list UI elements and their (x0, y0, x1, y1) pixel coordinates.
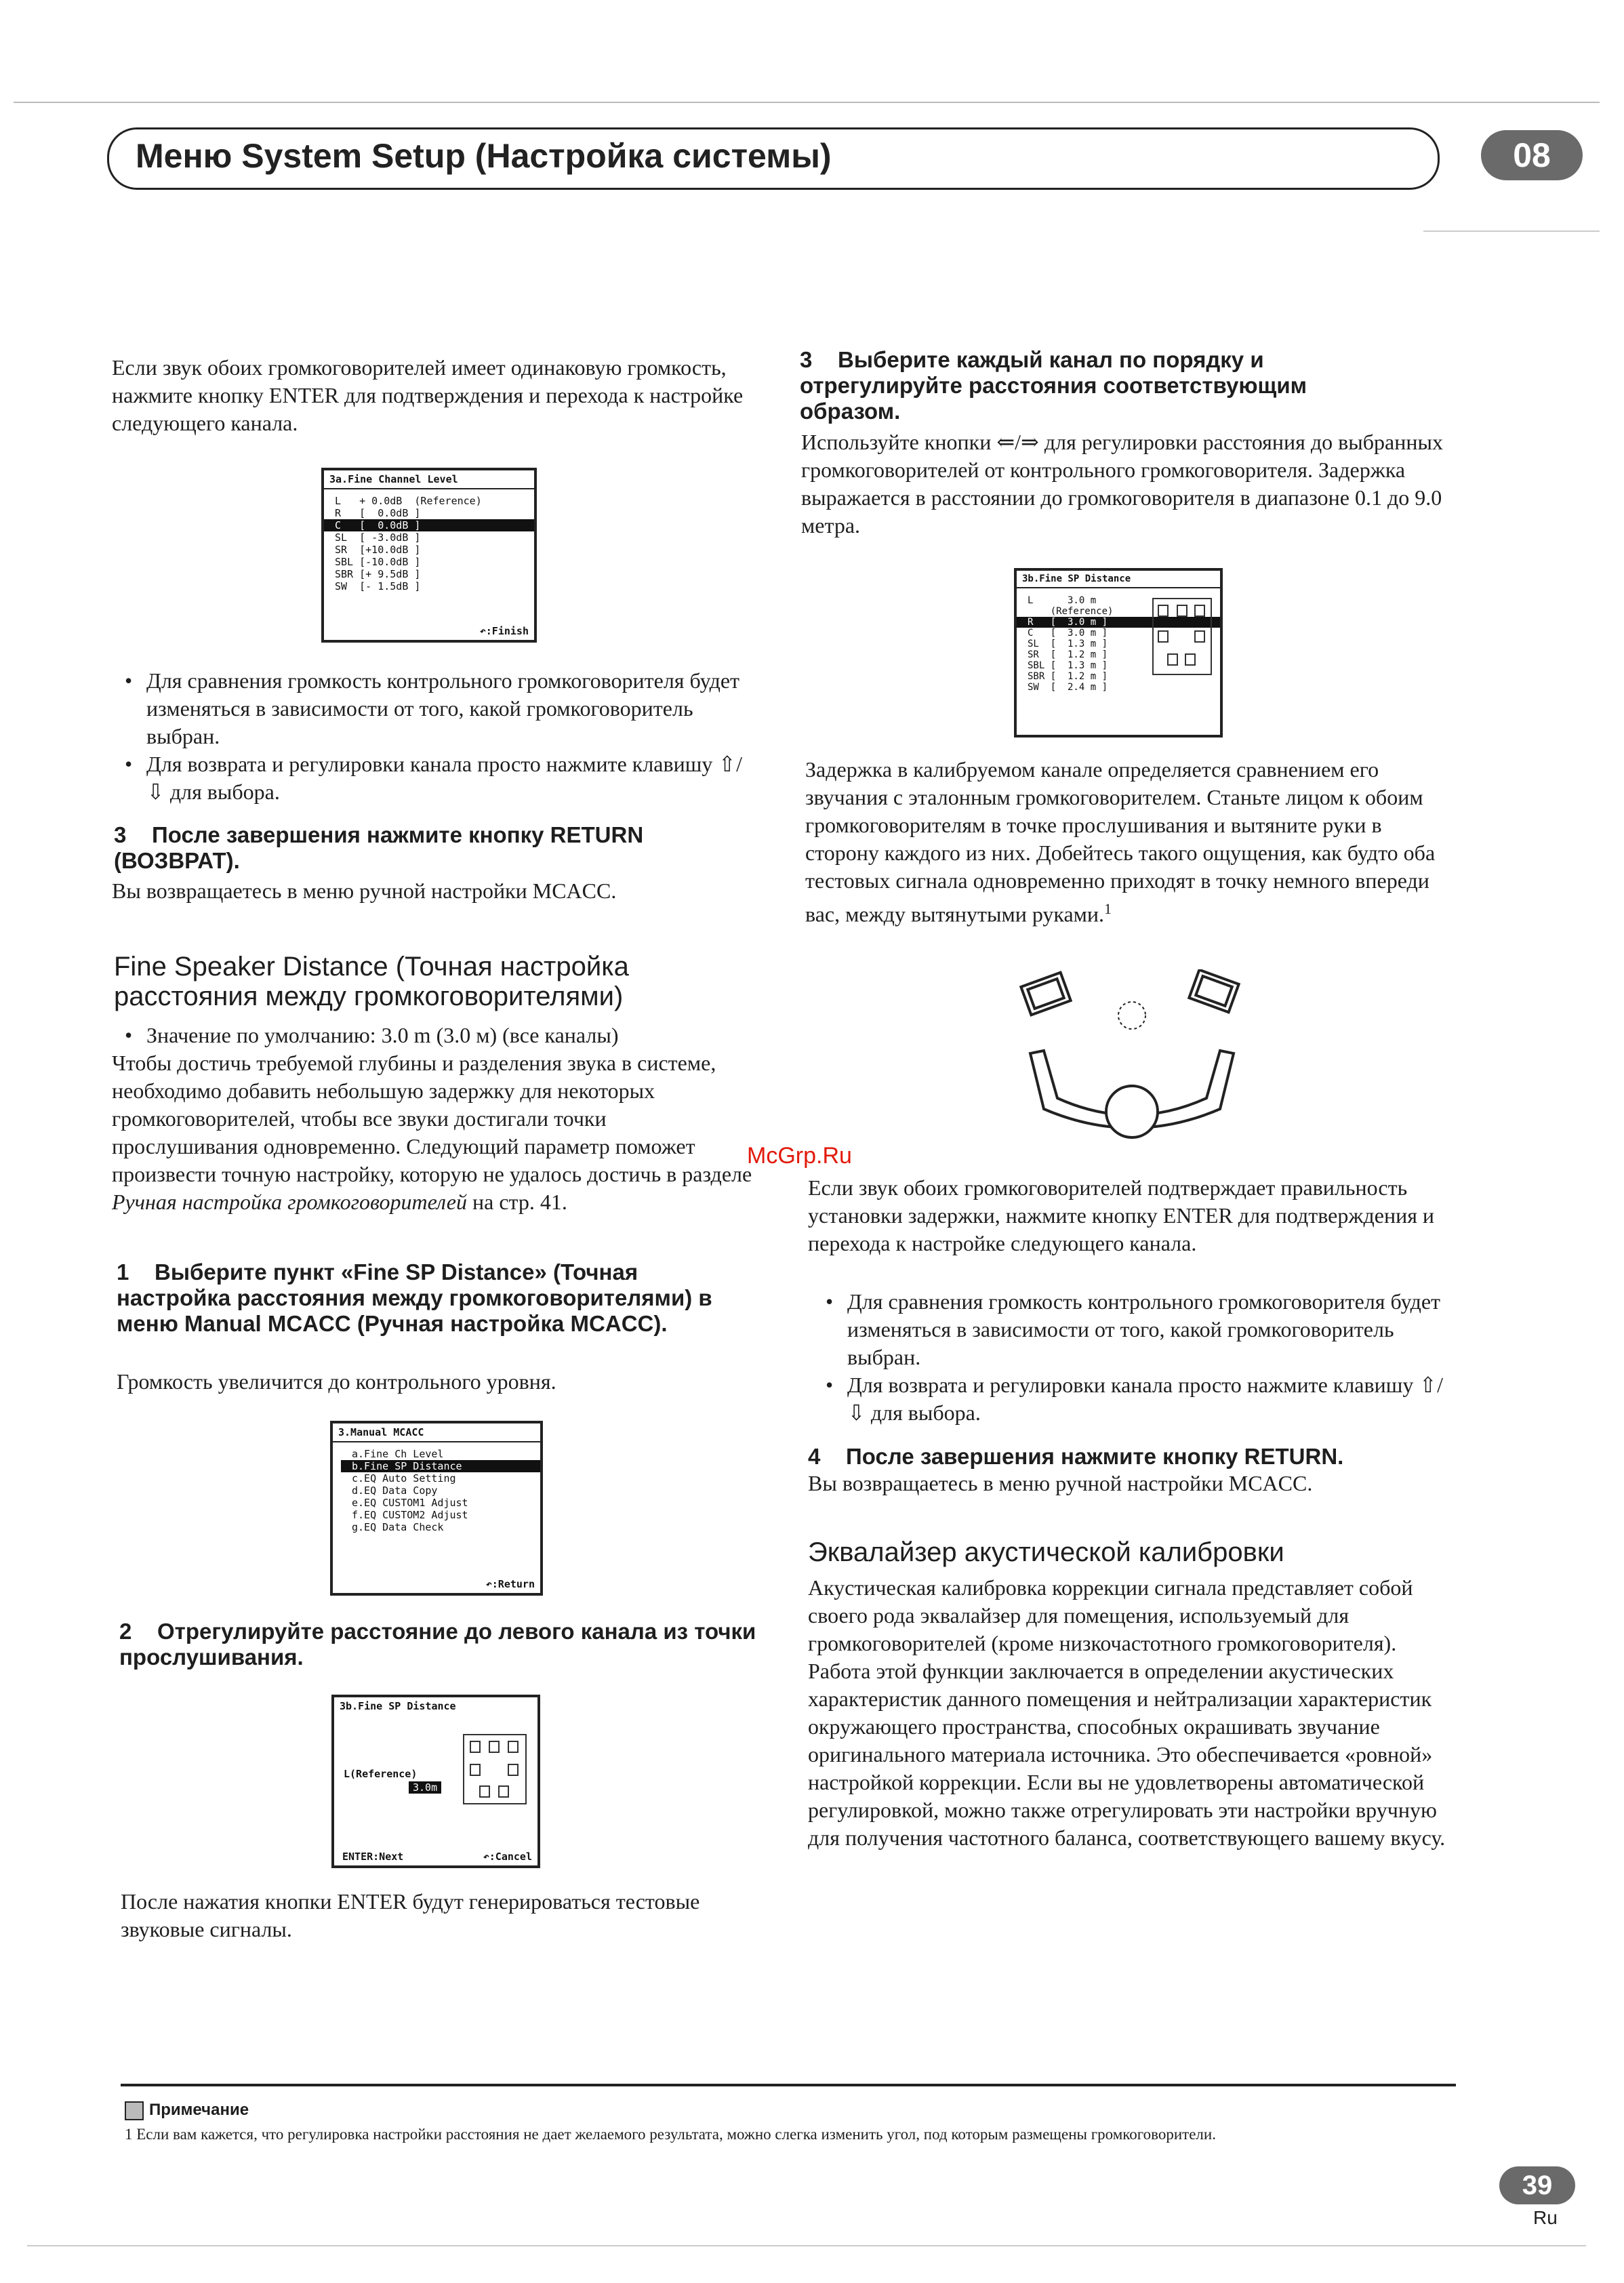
menu-item: e.EQ CUSTOM1 Adjust (352, 1497, 468, 1509)
footnote-mark[interactable]: 1 (1104, 900, 1112, 917)
step-3-right (800, 347, 1410, 424)
page-number-badge (1499, 2166, 1575, 2204)
step-text: После завершения нажмите кнопку RETURN. (846, 1444, 1344, 1469)
note-icon (125, 2101, 144, 2120)
step-4-body: Вы возвращаетесь в меню ручной настройки MCACC. (808, 1471, 1313, 1495)
cross-reference-link[interactable]: Ручная настройка громкоговорителей (112, 1190, 467, 1214)
top-rule (14, 102, 1600, 103)
step-number: 3 (800, 347, 813, 372)
step-number: 1 (117, 1259, 129, 1285)
step-4 (808, 1444, 1445, 1470)
speaker-layout-icon (1152, 598, 1212, 675)
screen-row: L 3.0 m (1028, 595, 1097, 606)
listener-head-icon (1106, 1086, 1158, 1137)
screen-fine-channel-level (321, 468, 537, 643)
screen-row: C [ 3.0 m ] (1028, 628, 1108, 639)
step-1-body: Громкость увеличится до контрольного уровня. (117, 1369, 556, 1394)
screen-row: SR [ 1.2 m ] (1028, 649, 1108, 660)
step-number: 2 (119, 1619, 132, 1644)
watermark: McGrp.Ru (747, 1143, 852, 1169)
step-number: 4 (808, 1444, 821, 1469)
screen-row: SW [- 1.5dB ] (335, 580, 421, 592)
chapter-number: 08 (1513, 136, 1551, 174)
screen-row: SBR [+ 9.5dB ] (335, 568, 421, 580)
screen-row: L + 0.0dB (Reference) (335, 495, 482, 507)
menu-item-selected: b.Fine SP Distance (341, 1460, 540, 1472)
list-item: • Для сравнения громкость контрольного громкоговорителя будет изменяться в зависимости от того, какой громкоговоритель выбран. (821, 1288, 1445, 1371)
step-2 (119, 1619, 770, 1670)
screen-row: SL [ 1.3 m ] (1028, 639, 1108, 649)
step-3-right-body: Используйте кнопки ⇐/⇒ для регулировки расстояния до выбранных громкоговорителей от контрольного громкоговорителя. Задержка выражается в расстоянии до громкоговорителя в диапазоне 0.1 до 9.0 метра. (801, 430, 1443, 538)
note-separator (121, 2084, 1456, 2086)
step-text: Отрегулируйте расстояние до левого канала из точки прослушивания. (119, 1619, 756, 1670)
speaker-layout-icon (463, 1734, 527, 1804)
step-1 (117, 1259, 747, 1337)
screen-row: SBL [-10.0dB ] (335, 556, 421, 568)
screen-row: SR [+10.0dB ] (335, 544, 421, 556)
note-header (125, 2100, 249, 2120)
return-icon: ↶ (479, 625, 486, 637)
screen-fine-sp-distance-left (331, 1695, 540, 1868)
step-text: Выберите пункт «Fine SP Distance» (Точная настройка расстояния между громкоговорителями) в меню Manual MCACC (Ручная настройка MCACC). (117, 1259, 712, 1336)
screen-footer: :Finish (485, 625, 529, 637)
menu-item: g.EQ Data Check (352, 1521, 444, 1533)
delay-paragraph: Задержка в калибруемом канале определяется сравнением его звучания с эталонным громкоговорителем. Станьте лицом к обоим громкоговорителям в точке прослушивания и вытяните руки в сторону каждого из них. Добейтесь такого ощущения, как будто оба тестовых сигнала одновременно приходят в точку немного впереди вас, между вытянутыми руками.$^1$ (805, 757, 1436, 927)
note-text: 1 Если вам кажется, что регулировка настройки расстояния не дает желаемого результата, можно слегка изменить угол, под которым размещены громкоговорители. (125, 2126, 1216, 2143)
bullet-list-1 (121, 667, 751, 806)
screen-fine-sp-distance-list (1014, 568, 1223, 738)
screen-title: 3b.Fine SP Distance (1017, 571, 1220, 588)
screen-title: 3a.Fine Channel Level (324, 470, 534, 489)
list-item: • Для возврата и регулировки канала просто нажмите клавишу ⇧/⇩ для выбора. (821, 1371, 1445, 1427)
step-text: Выберите каждый канал по порядку и отрегулируйте расстояния соответствующим образом. (800, 347, 1307, 424)
step-3-left (114, 822, 744, 874)
screen-value: 3.0m (409, 1781, 441, 1794)
fsd-paragraph: Чтобы достичь требуемой глубины и разделения звука в системе, необходимо добавить небольшую задержку для некоторых громкоговорителей, чтобы все звуки достигали точки прослушивания одновременно. Следующий параметр поможет произвести точную настройку, которую не удалось достичь в разделе Ручная настройка громкоговорителей на стр. 41. (112, 1051, 752, 1214)
menu-item: c.EQ Auto Setting (352, 1472, 456, 1484)
screen-title: 3.Manual MCACC (333, 1423, 540, 1442)
intro-paragraph: Если звук обоих громкоговорителей имеет одинаковую громкость, нажмите кнопку ENTER для подтверждения и перехода к настройке следующего канала. (112, 355, 744, 435)
screen-row: SL [ -3.0dB ] (335, 531, 421, 544)
step-text: После завершения нажмите кнопку RETURN (ВОЗВРАТ). (114, 822, 644, 873)
step-number: 3 (114, 822, 127, 847)
screen-footer-left: ENTER:Next (342, 1851, 404, 1863)
bullet-list-2 (821, 1288, 1445, 1427)
screen-row: SBR [ 1.2 m ] (1028, 671, 1108, 682)
screen-footer: :Return (491, 1578, 535, 1590)
section-heading-fine-speaker-distance: Fine Speaker Distance (Точная настройка расстояния между громкоговорителями) (114, 952, 629, 1011)
top-rule-2 (1423, 230, 1600, 232)
menu-item: d.EQ Data Copy (352, 1484, 438, 1497)
page-number: 39 (1522, 2170, 1553, 2200)
screen-row: SBL [ 1.3 m ] (1028, 660, 1108, 671)
confirm-paragraph: Если звук обоих громкоговорителей подтверждает правильность установки задержки, нажмите кнопку ENTER для подтверждения и перехода к настройке следующего канала. (808, 1175, 1435, 1255)
menu-item: f.EQ CUSTOM2 Adjust (352, 1509, 468, 1521)
chapter-badge (1481, 130, 1583, 180)
bottom-rule (27, 2245, 1586, 2246)
default-value (121, 1022, 751, 1049)
listening-position-illustration (1017, 969, 1261, 1152)
screen-row: R [ 0.0dB ] (335, 507, 421, 519)
screen-row-selected: R [ 3.0 m ] (1017, 617, 1220, 628)
screen-manual-mcacc (330, 1421, 543, 1596)
menu-item: a.Fine Ch Level (352, 1448, 444, 1460)
list-item: • Для сравнения громкость контрольного громкоговорителя будет изменяться в зависимости от того, какой громкоговоритель выбран. (121, 667, 751, 750)
language-label: Ru (1533, 2207, 1558, 2228)
step-3-body: Вы возвращаетесь в меню ручной настройки MCACC. (112, 878, 617, 903)
screen-row: (Reference) (1028, 606, 1114, 617)
eq-paragraph: Акустическая калибровка коррекции сигнала представляет собой своего рода эквалайзер для помещения, используемый для громкоговорителей (кроме низкочастотного громкоговорителя). Работа этой функции заключается в определении акустических характеристик данного помещения и нейтрализации характеристик окружающего пространства, способных окрашивать звучание оригинального материала источника. Это обеспечивается «ровной» настройкой коррекции. Если вы не удовлетворены автоматической регулировкой, можно также отрегулировать эти настройки вручную для получения частотного баланса, соответствующего вашему вкусу. (808, 1575, 1446, 1850)
list-item: • Значение по умолчанию: 3.0 m (3.0 м) (все каналы) (121, 1022, 751, 1049)
screen-label: L(Reference) (344, 1768, 418, 1780)
return-icon: ↶ (483, 1851, 489, 1863)
after-enter-paragraph: После нажатия кнопки ENTER будут генерироваться тестовые звуковые сигналы. (121, 1889, 700, 1941)
screen-footer-right: :Cancel (489, 1851, 532, 1863)
return-icon: ↶ (485, 1578, 492, 1590)
note-title: Примечание (149, 2101, 249, 2119)
section-heading-eq: Эквалайзер акустической калибровки (808, 1537, 1284, 1567)
list-item: • Для возврата и регулировки канала просто нажмите клавишу ⇧/⇩ для выбора. (121, 750, 751, 806)
phantom-source-icon (1118, 1002, 1145, 1029)
screen-row: SW [ 2.4 m ] (1028, 682, 1108, 693)
screen-row-selected: C [ 0.0dB ] (324, 519, 534, 531)
screen-title: 3b.Fine SP Distance (340, 1700, 456, 1712)
page-title: Меню System Setup (Настройка системы) (136, 137, 832, 175)
